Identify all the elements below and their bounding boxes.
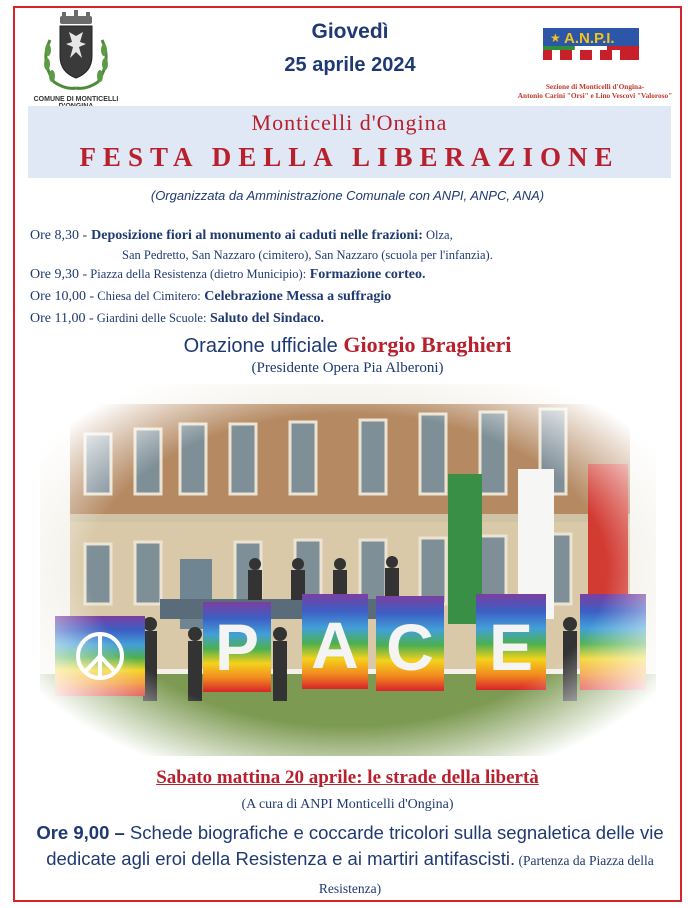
comune-caption: COMUNE DI MONTICELLI	[33, 96, 119, 103]
orator-role: (Presidente Opera Pia Alberoni)	[251, 360, 444, 376]
anpi-logo	[510, 10, 680, 106]
saturday-text: Schede biografiche e coccarde tricolori sulla segnaletica delle vie dedicate agli eroi della Resistenza e ai martiri antifascisti.	[46, 822, 664, 869]
title-band	[28, 106, 671, 178]
saturday-title: Sabato mattina 20 aprile: le strade della libertà	[156, 767, 539, 788]
organizers-note: (Organizzata da Amministrazione Comunale con ANPI, ANPC, ANA)	[150, 188, 545, 203]
program-row-2	[30, 265, 426, 283]
program-place: Giardini delle Scuole:	[93, 311, 207, 325]
anpi-caption	[510, 82, 680, 100]
anpi-caption-line-1: Sezione di Monticelli d'Ongina-	[545, 82, 645, 91]
program-time: Ore 9,30 -	[30, 267, 88, 282]
anpi-caption-line-2: Antonio Carini "Orsi" e Lino Vescovi "Valoroso"	[517, 91, 673, 100]
saturday-departure: (Partenza da Piazza della Resistenza)	[318, 853, 654, 896]
orator-name: Giorgio Braghieri	[343, 332, 512, 357]
program-row-1b	[122, 246, 493, 264]
program-time: Ore 8,30 -	[30, 228, 88, 243]
program-event: Celebrazione Messa a suffragio	[200, 289, 392, 304]
event-photo	[40, 384, 656, 756]
saturday-organizer: (A cura di ANPI Monticelli d'Ongina)	[241, 797, 454, 812]
event-date: 25 aprile 2024	[284, 54, 416, 76]
program-row-1	[30, 226, 453, 244]
program-event: Deposizione fiori al monumento ai caduti nelle frazioni:	[91, 228, 423, 243]
oration-line	[0, 332, 695, 358]
oration-label: Orazione ufficiale	[183, 335, 344, 357]
program-place: Piazza della Resistenza (dietro Municipio):	[87, 267, 307, 281]
anpi-star: ★	[550, 31, 561, 45]
program-place: Chiesa del Cimitero:	[94, 289, 201, 303]
event-day: Giovedì	[311, 20, 389, 43]
program-extra: Olza,	[422, 228, 453, 242]
town-title: Monticelli d'Ongina	[251, 110, 448, 135]
program-place: San Pedretto, San Nazzaro (cimitero), San Nazzaro (scuola per l'infanzia).	[122, 248, 493, 262]
anpi-flag-icon	[510, 10, 680, 80]
saturday-description	[30, 820, 670, 902]
comune-logo	[20, 10, 132, 106]
program-time: Ore 10,00 -	[30, 289, 95, 304]
program-row-4	[30, 309, 324, 327]
program-row-3	[30, 287, 391, 305]
festa-title: FESTA DELLA LIBERAZIONE	[79, 142, 620, 172]
program-time: Ore 11,00 -	[30, 311, 94, 326]
coat-of-arms-icon	[20, 10, 132, 96]
saturday-time: Ore 9,00 –	[36, 822, 125, 843]
program-event: Saluto del Sindaco.	[206, 311, 324, 326]
anpi-logo-text: A.N.P.I.	[564, 30, 615, 47]
program-event: Formazione corteo.	[306, 267, 426, 282]
